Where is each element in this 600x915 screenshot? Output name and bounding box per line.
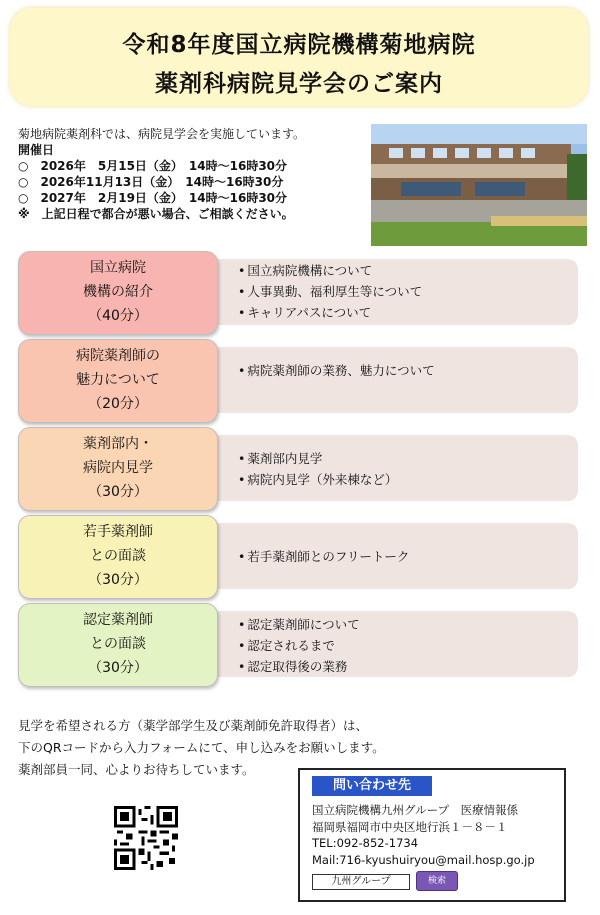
program-title-3-line2: 病院内見学 xyxy=(83,460,153,476)
program-bullet: • 薬剤部内見学 xyxy=(238,448,397,469)
contact-title: 問い合わせ先 xyxy=(312,776,432,796)
program-title-4-line2: との面談 xyxy=(90,548,146,564)
program-title-1-line2: 機構の紹介 xyxy=(83,284,153,300)
program-duration-2: （20分） xyxy=(88,396,148,412)
program-duration-3: （30分） xyxy=(88,484,148,500)
program-duration-4: （30分） xyxy=(88,572,148,588)
search-keyword-box[interactable]: 九州グループ xyxy=(312,874,410,890)
contact-address: 福岡県福岡市中央区地行浜１－８－１ xyxy=(312,819,508,834)
outro-line2: 下のQRコードから入力フォームにて、申し込みをお願いします。 xyxy=(18,740,385,755)
program-bullet: • 認定薬剤師について xyxy=(238,614,360,635)
program-title-4-line1: 若手薬剤師 xyxy=(83,524,153,540)
program-title-3-line1: 薬剤部内・ xyxy=(83,436,153,452)
program-title-box-4 xyxy=(18,515,218,599)
dates-label: 開催日 xyxy=(18,143,55,157)
search-button[interactable]: 検索 xyxy=(416,871,458,891)
program-bullets-3 xyxy=(238,448,397,490)
intro-section xyxy=(18,126,363,222)
outro-line1: 見学を希望される方（薬学部学生及び薬剤師免許取得者）は、 xyxy=(18,718,369,733)
qr-code-icon[interactable] xyxy=(114,806,178,870)
hospital-photo xyxy=(371,124,587,246)
program-duration-5: （30分） xyxy=(88,660,148,676)
date-2: ○ 2026年11月13日（金） 14時～16時30分 xyxy=(18,175,284,189)
program-duration-1: （40分） xyxy=(88,308,148,324)
program-bullet: • 認定取得後の業務 xyxy=(238,656,360,677)
program-title-2-line1: 病院薬剤師の xyxy=(76,348,160,364)
program-bullet: • 若手薬剤師とのフリートーク xyxy=(238,546,409,567)
page-title-line2: 薬剤科病院見学会のご案内 xyxy=(155,71,443,97)
date-3: ○ 2027年 2月19日（金） 14時～16時30分 xyxy=(18,191,288,205)
program-bullets-4 xyxy=(238,546,409,567)
program-bullets-2 xyxy=(238,360,435,381)
outro-line3: 薬剤部員一同、心よりお待ちしています。 xyxy=(18,762,255,777)
program-title-1-line1: 国立病院 xyxy=(90,260,146,276)
date-1: ○ 2026年 5月15日（金） 14時～16時30分 xyxy=(18,159,288,173)
program-title-box-1 xyxy=(18,251,218,335)
program-title-box-5 xyxy=(18,603,218,687)
program-title-2-line2: 魅力について xyxy=(76,372,160,388)
contact-box xyxy=(298,768,566,902)
program-bullet: • 認定されるまで xyxy=(238,635,360,656)
intro-text: 菊地病院薬剤科では、病院見学会を実施しています。 xyxy=(18,127,306,141)
dates-note: ※ 上記日程で都合が悪い場合、ご相談ください。 xyxy=(18,207,294,221)
program-bullet: • 病院薬剤師の業務、魅力について xyxy=(238,360,435,381)
program-title-box-3 xyxy=(18,427,218,511)
contact-org: 国立病院機構九州グループ 医療情報係 xyxy=(312,803,519,817)
page-title-line1: 令和8年度国立病院機構菊地病院 xyxy=(122,32,476,58)
program-bullets-1 xyxy=(238,260,422,323)
program-bullet: • 病院内見学（外来棟など） xyxy=(238,469,397,490)
program-bullet: • 人事異動、福利厚生等について xyxy=(238,281,422,302)
contact-tel[interactable]: TEL:092-852-1734 xyxy=(312,836,419,850)
page-header xyxy=(10,8,588,106)
program-bullet: • 国立病院機構について xyxy=(238,260,422,281)
contact-mail[interactable]: Mail:716-kyushuiryou@mail.hosp.go.jp xyxy=(312,852,535,867)
program-title-box-2 xyxy=(18,339,218,423)
program-bullets-5 xyxy=(238,614,360,677)
program-title-5-line2: との面談 xyxy=(90,636,146,652)
program-bullet: • キャリアパスについて xyxy=(238,302,422,323)
program-title-5-line1: 認定薬剤師 xyxy=(83,612,153,628)
contact-details xyxy=(312,802,535,868)
